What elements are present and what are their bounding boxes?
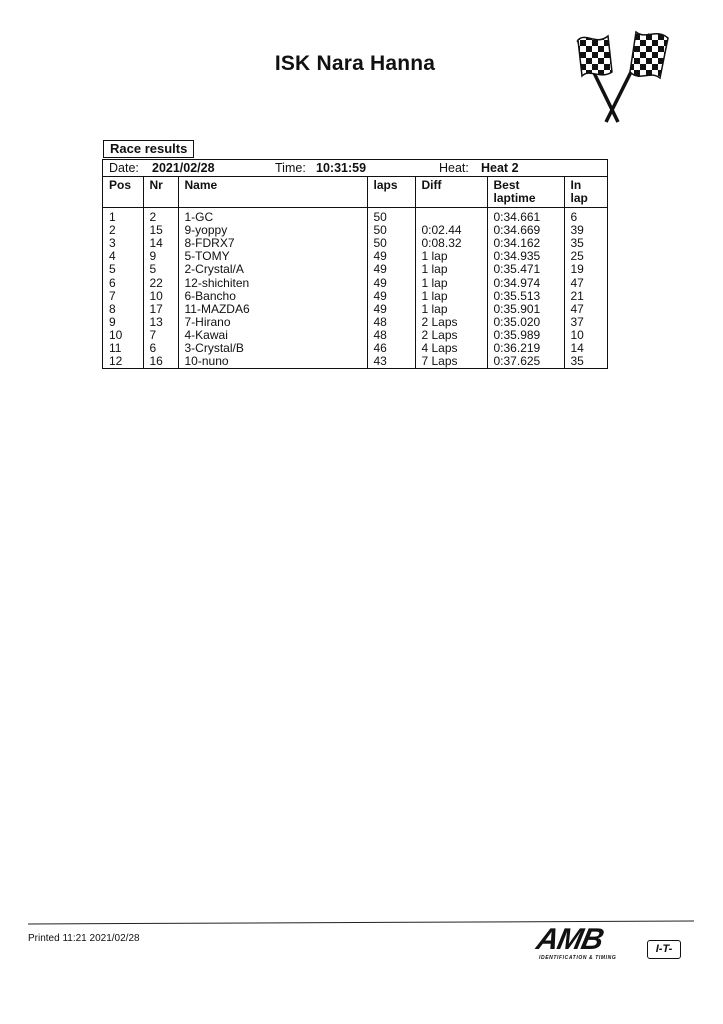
table-cell: 35 (564, 237, 607, 250)
table-cell: 12-shichiten (178, 276, 367, 289)
table-cell: 9 (143, 250, 178, 263)
table-cell: 8 (109, 301, 116, 316)
table-cell: 49 (367, 303, 415, 316)
table-cell: 35 (564, 355, 607, 368)
table-cell: 15 (143, 224, 178, 237)
table-cell: 0:35.989 (487, 329, 564, 342)
table-cell: 21 (564, 290, 607, 303)
table-cell: 14 (143, 237, 178, 250)
column-header (487, 177, 564, 208)
table-cell: 7 (143, 329, 178, 342)
table-cell: 0:34.669 (487, 224, 564, 237)
table-cell: 5 (109, 262, 116, 277)
table-cell: 7 (109, 288, 116, 303)
table-cell: 10 (109, 327, 123, 342)
table-cell: 47 (564, 276, 607, 289)
table-cell: 0:35.020 (487, 316, 564, 329)
table-cell: 6 (564, 208, 607, 225)
table-row (103, 208, 607, 225)
heat-label: Heat: (439, 161, 469, 175)
table-cell: 16 (143, 355, 178, 368)
table-cell: 46 (367, 342, 415, 355)
table-cell: 0:02.44 (415, 224, 487, 237)
table-cell: 4 (109, 249, 116, 264)
table-cell: 6 (143, 342, 178, 355)
date-label: Date: (109, 161, 139, 175)
table-cell: 0:35.901 (487, 303, 564, 316)
table-row (103, 224, 607, 237)
amb-logo-tagline: IDENTIFICATION & TIMING (539, 955, 617, 961)
table-header-row (103, 177, 607, 208)
table-cell: 0:34.661 (487, 208, 564, 225)
table-cell: 2 Laps (415, 316, 487, 329)
table-cell: 1 lap (415, 303, 487, 316)
table-cell: 9 (109, 314, 116, 329)
results-grid (103, 177, 607, 368)
column-header (415, 177, 487, 208)
table-cell: 5 (143, 263, 178, 276)
table-cell: 9-yoppy (178, 224, 367, 237)
table-cell: 0:34.974 (487, 276, 564, 289)
table-cell: 37 (564, 316, 607, 329)
table-row (103, 250, 607, 263)
column-header (143, 177, 178, 208)
table-cell: 49 (367, 290, 415, 303)
table-cell: 3 (109, 236, 116, 251)
table-cell: 6-Bancho (178, 290, 367, 303)
table-cell: 13 (143, 316, 178, 329)
heat-value: Heat 2 (481, 161, 519, 175)
table-cell: 47 (564, 303, 607, 316)
table-cell: 10-nuno (178, 355, 367, 368)
column-header-label: In (570, 178, 582, 192)
table-cell: 39 (564, 224, 607, 237)
column-header-label: Pos (109, 178, 132, 192)
table-cell: 49 (367, 276, 415, 289)
column-header (367, 177, 415, 208)
table-cell: 50 (367, 237, 415, 250)
table-cell: 10 (143, 290, 178, 303)
table-cell: 1 lap (415, 276, 487, 289)
column-header-label: lap (570, 191, 588, 205)
column-header (564, 177, 607, 208)
table-cell: 2 (109, 223, 116, 238)
column-header (103, 177, 143, 208)
table-cell: 0:37.625 (487, 355, 564, 368)
column-header-label: laps (373, 178, 398, 192)
table-row (103, 237, 607, 250)
table-cell: 1 (109, 210, 116, 225)
table-cell: 14 (564, 342, 607, 355)
table-cell: 48 (367, 316, 415, 329)
table-cell: 25 (564, 250, 607, 263)
table-cell: 10 (564, 329, 607, 342)
table-cell: 1 lap (415, 250, 487, 263)
table-cell: 43 (367, 355, 415, 368)
amb-logo-text: AMB (533, 923, 606, 956)
table-row (103, 355, 607, 368)
table-cell: 12 (109, 354, 123, 369)
meta-row (103, 160, 607, 177)
table-cell: 50 (367, 208, 415, 225)
column-header-label: Nr (149, 178, 163, 192)
table-cell: 3-Crystal/B (178, 342, 367, 355)
table-cell: 2-Crystal/A (178, 263, 367, 276)
column-header-label: Diff (421, 178, 442, 192)
date-value: 2021/02/28 (152, 161, 215, 175)
section-label: Race results (103, 140, 194, 158)
table-cell: 17 (143, 303, 178, 316)
column-header-label: Name (184, 178, 218, 192)
table-cell: 4-Kawai (178, 329, 367, 342)
table-row (103, 290, 607, 303)
table-cell: 8-FDRX7 (178, 237, 367, 250)
amb-logo-suffix: I-T- (647, 940, 681, 959)
printed-timestamp: Printed 11:21 2021/02/28 (28, 933, 140, 944)
table-cell: 7 Laps (415, 355, 487, 368)
table-cell: 1 lap (415, 263, 487, 276)
table-row (103, 316, 607, 329)
race-results-table (102, 159, 608, 369)
table-row (103, 329, 607, 342)
page-title: ISK Nara Hanna (274, 52, 436, 75)
table-row (103, 342, 607, 355)
table-cell (415, 208, 487, 225)
table-cell: 5-TOMY (178, 250, 367, 263)
table-cell: 0:35.513 (487, 290, 564, 303)
table-cell: 2 (143, 208, 178, 225)
table-cell: 1-GC (178, 208, 367, 225)
time-value: 10:31:59 (316, 161, 367, 175)
table-cell: 0:35.471 (487, 263, 564, 276)
amb-logo (533, 923, 685, 966)
column-header-label: laptime (493, 191, 536, 205)
table-cell: 0:36.219 (487, 342, 564, 355)
table-cell: 7-Hirano (178, 316, 367, 329)
table-cell: 22 (143, 276, 178, 289)
column-header (178, 177, 367, 208)
table-cell: 49 (367, 263, 415, 276)
table-cell: 19 (564, 263, 607, 276)
table-cell: 49 (367, 250, 415, 263)
checkered-flags-icon (556, 28, 672, 126)
table-cell: 0:08.32 (415, 237, 487, 250)
table-row (103, 303, 607, 316)
table-cell: 11-MAZDA6 (178, 303, 367, 316)
table-cell: 50 (367, 224, 415, 237)
table-cell: 0:34.162 (487, 237, 564, 250)
table-row (103, 263, 607, 276)
column-header-label: Best (493, 178, 520, 192)
table-cell: 4 Laps (415, 342, 487, 355)
table-cell: 1 lap (415, 290, 487, 303)
table-cell: 2 Laps (415, 329, 487, 342)
table-cell: 11 (109, 340, 122, 355)
table-cell: 6 (109, 275, 116, 290)
table-cell: 48 (367, 329, 415, 342)
table-row (103, 276, 607, 289)
table-cell: 0:34.935 (487, 250, 564, 263)
time-label: Time: (275, 161, 306, 175)
